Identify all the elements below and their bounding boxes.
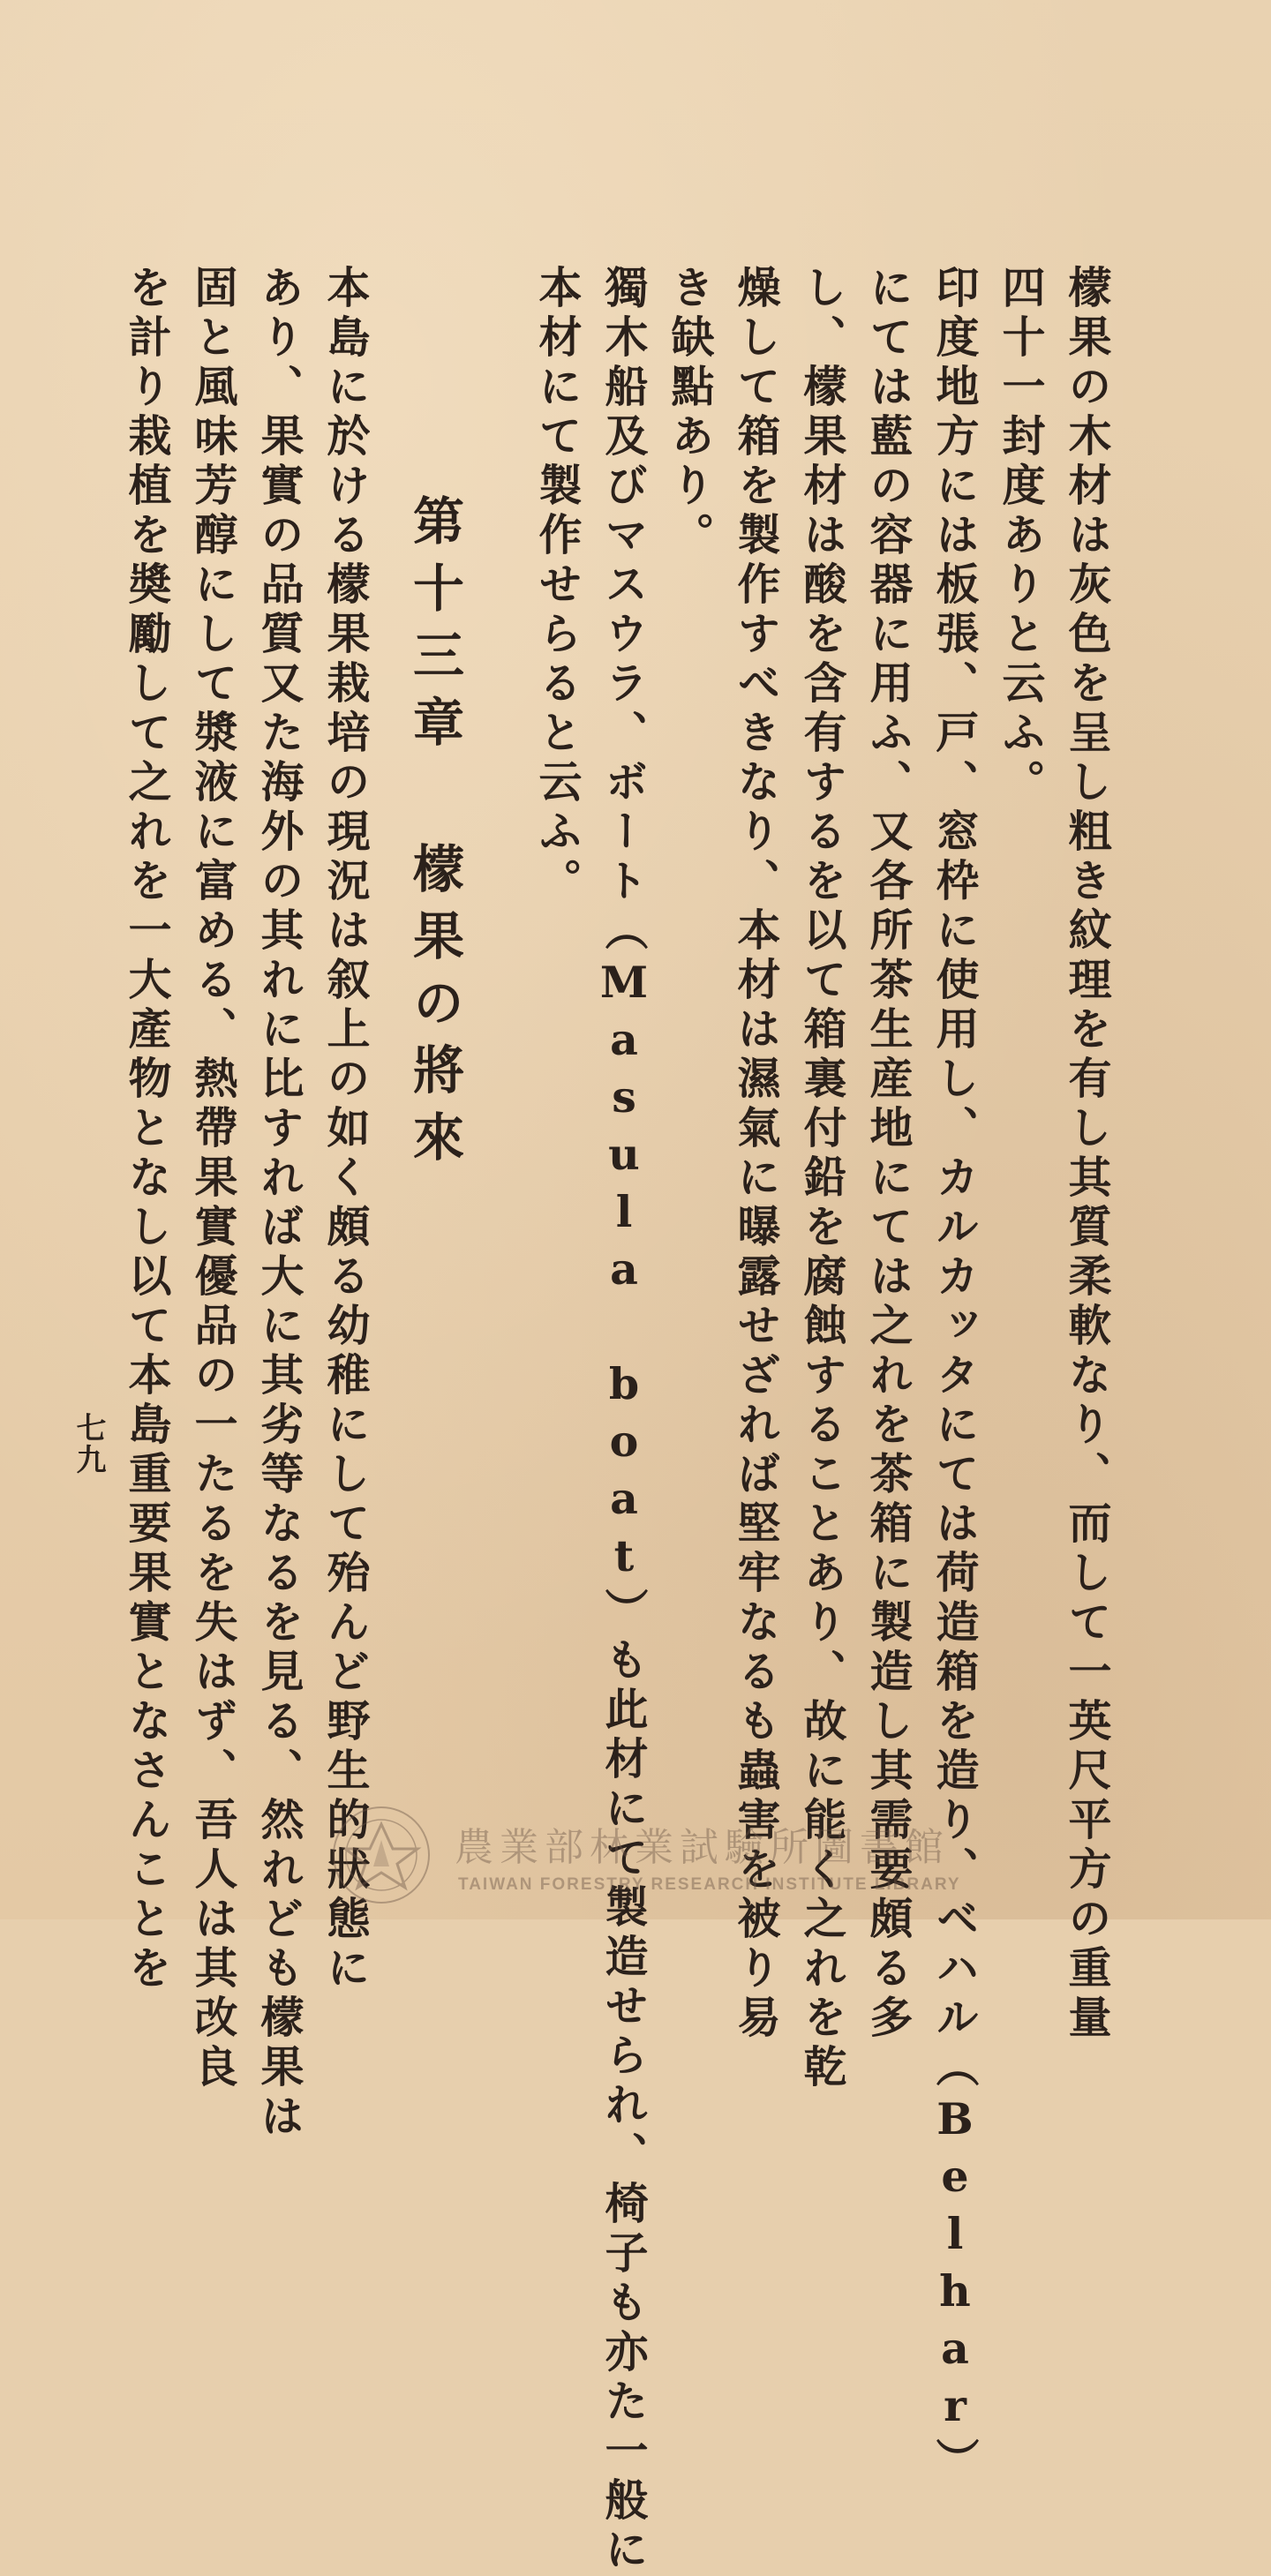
text-line-1: 檬果の木材は灰色を呈し粗き紋理を有し其質柔軟なり、而して一英尺平方の重量 bbox=[1062, 265, 1113, 2044]
text-line-2: 四十一封度ありと云ふ。 bbox=[996, 265, 1047, 808]
text-line-12: 固と風味芳醇にして漿液に富める、熱帶果實優品の一たるを失はず、吾人は其改良 bbox=[188, 265, 239, 2093]
text-line-6: 燥して箱を製作すべきなり、本材は濕氣に曝露せざれば堅牢なるも蟲害を被り易 bbox=[731, 265, 782, 2044]
library-seal-icon bbox=[331, 1805, 432, 1906]
library-watermark bbox=[331, 1805, 966, 1911]
chapter-heading bbox=[399, 494, 470, 1177]
text-line-11: あり、果實の品質又た海外の其れに比すれば大に其劣等なるを見る、然れども檬果は bbox=[254, 265, 305, 2143]
text-line-5: し、檬果材は酸を含有するを以て箱裏付鉛を腐蝕することあり、故に能く之れを乾 bbox=[797, 265, 848, 2093]
library-name-en: TAIWAN FORESTRY RESEARCH INSTITUTE LIBRARY bbox=[458, 1875, 961, 1894]
chapter-number: 第十三章 bbox=[404, 494, 464, 762]
text-line-13: を計り栽植を奬勵して之れを一大產物となし以て本島重要果實となさんことを bbox=[122, 265, 173, 1994]
text-line-3: 印度地方には板張、戸、窓枠に使用し、カルカッタにては荷造箱を造り、ベハル（Belhar） bbox=[929, 265, 981, 2487]
library-name-zh: 農業部林業試驗所圖書館 bbox=[455, 1825, 950, 1870]
chapter-title: 檬果の將來 bbox=[404, 842, 464, 1177]
text-line-4: にては藍の容器に用ふ、又各所茶生産地にては之れを茶箱に製造し其需要頗る多 bbox=[863, 265, 914, 2044]
text-line-9: 本材にて製作せらると云ふ。 bbox=[532, 265, 583, 907]
text-line-7: き缺點あり。 bbox=[665, 265, 716, 561]
page-number: 七九 bbox=[71, 1412, 106, 1476]
text-line-8: 獨木船及びマスウラ、ボート（Masula boat）も此材にて製造せられ、椅子も亦た一般に bbox=[598, 265, 650, 2576]
text-line-10: 本島に於ける檬果栽培の現況は叙上の如く頗る幼稚にして殆んど野生的狀態に bbox=[320, 265, 372, 1994]
